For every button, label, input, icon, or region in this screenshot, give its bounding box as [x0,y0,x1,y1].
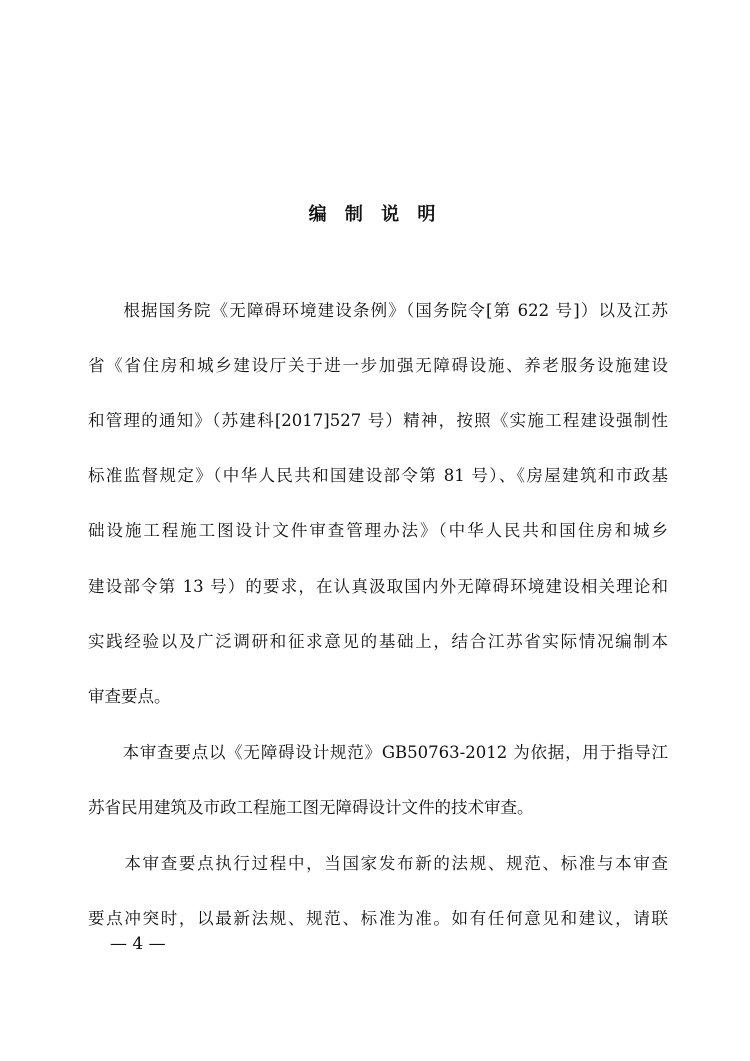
paragraph-1-line-6: 建设部令第 13 号）的要求，在认真汲取国内外无障碍环境建设相关理论和 [88,577,668,596]
paragraph-3-line-1: 本审查要点执行过程中，当国家发布新的法规、规范、标准与本审查 [88,854,668,873]
paragraph-1-line-1: 根据国务院《无障碍环境建设条例》（国务院令[第 622 号]）以及江苏 [88,301,668,320]
paragraph-3-line-2: 要点冲突时，以最新法规、规范、标准为准。如有任何意见和建议，请联 [88,909,668,928]
paragraph-1-line-2: 省《省住房和城乡建设厅关于进一步加强无障碍设施、养老服务设施建设 [88,356,668,375]
document-title: 编 制 说 明 [308,204,442,225]
page-number: — 4 — [110,934,166,954]
paragraph-2-line-2: 苏省民用建筑及市政工程施工图无障碍设计文件的技术审查。 [88,798,534,817]
paragraph-1-line-8: 审查要点。 [88,687,171,706]
paragraph-2-line-1: 本审查要点以《无障碍设计规范》GB50763-2012 为依据，用于指导江 [88,743,668,762]
paragraph-1-line-4: 标准监督规定》（中华人民共和国建设部令第 81 号）、《房屋建筑和市政基 [88,466,668,485]
paragraph-1-line-3: 和管理的通知》（苏建科[2017]527 号）精神，按照《实施工程建设强制性 [88,411,668,430]
paragraph-1-line-7: 实践经验以及广泛调研和征求意见的基础上，结合江苏省实际情况编制本 [88,632,668,651]
paragraph-1-line-5: 础设施工程施工图设计文件审查管理办法》（中华人民共和国住房和城乡 [88,521,668,540]
